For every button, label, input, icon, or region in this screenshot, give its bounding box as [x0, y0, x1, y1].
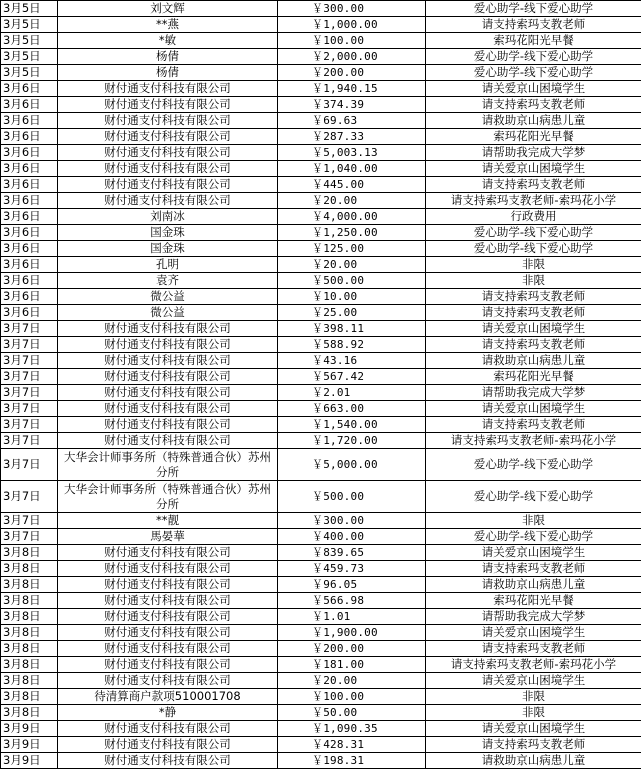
amount-cell: ￥43.16 — [278, 353, 426, 369]
date-cell: 3月8日 — [1, 577, 58, 593]
donor-cell: 财付通支付科技有限公司 — [58, 321, 278, 337]
table-row — [1, 721, 641, 737]
donor-cell: 馬晏華 — [58, 529, 278, 545]
date-cell: 3月9日 — [1, 753, 58, 769]
table-row — [1, 481, 641, 513]
amount-cell: ￥20.00 — [278, 193, 426, 209]
table-row — [1, 129, 641, 145]
table-row — [1, 113, 641, 129]
purpose-cell: 非限 — [426, 273, 641, 289]
table-row — [1, 529, 641, 545]
amount-cell: ￥287.33 — [278, 129, 426, 145]
donor-cell: 财付通支付科技有限公司 — [58, 641, 278, 657]
table-row — [1, 177, 641, 193]
date-cell: 3月6日 — [1, 97, 58, 113]
amount-cell: ￥567.42 — [278, 369, 426, 385]
purpose-cell: 请救助京山病患儿童 — [426, 753, 641, 769]
donor-cell: 财付通支付科技有限公司 — [58, 577, 278, 593]
table-row — [1, 337, 641, 353]
amount-cell: ￥1,940.15 — [278, 81, 426, 97]
table-row — [1, 561, 641, 577]
donor-cell: 财付通支付科技有限公司 — [58, 593, 278, 609]
purpose-cell: 请关爱京山困境学生 — [426, 625, 641, 641]
date-cell: 3月8日 — [1, 641, 58, 657]
purpose-cell: 请救助京山病患儿童 — [426, 353, 641, 369]
donor-cell: 刘文辉 — [58, 1, 278, 17]
table-row — [1, 145, 641, 161]
date-cell: 3月7日 — [1, 481, 58, 513]
date-cell: 3月7日 — [1, 417, 58, 433]
purpose-cell: 索玛花阳光早餐 — [426, 33, 641, 49]
purpose-cell: 请关爱京山困境学生 — [426, 721, 641, 737]
donor-cell: 财付通支付科技有限公司 — [58, 561, 278, 577]
purpose-cell: 爱心助学-线下爱心助学 — [426, 1, 641, 17]
amount-cell: ￥20.00 — [278, 257, 426, 273]
date-cell: 3月8日 — [1, 561, 58, 577]
purpose-cell: 索玛花阳光早餐 — [426, 369, 641, 385]
amount-cell: ￥69.63 — [278, 113, 426, 129]
donor-cell: 孔明 — [58, 257, 278, 273]
amount-cell: ￥25.00 — [278, 305, 426, 321]
table-row — [1, 65, 641, 81]
table-row — [1, 625, 641, 641]
amount-cell: ￥5,003.13 — [278, 145, 426, 161]
table-row — [1, 609, 641, 625]
date-cell: 3月8日 — [1, 593, 58, 609]
table-row — [1, 17, 641, 33]
table-row — [1, 273, 641, 289]
table-row — [1, 577, 641, 593]
purpose-cell: 请关爱京山困境学生 — [426, 673, 641, 689]
purpose-cell: 请关爱京山困境学生 — [426, 161, 641, 177]
amount-cell: ￥96.05 — [278, 577, 426, 593]
amount-cell: ￥2,000.00 — [278, 49, 426, 65]
purpose-cell: 索玛花阳光早餐 — [426, 593, 641, 609]
amount-cell: ￥839.65 — [278, 545, 426, 561]
amount-cell: ￥300.00 — [278, 1, 426, 17]
table-row — [1, 353, 641, 369]
amount-cell: ￥5,000.00 — [278, 449, 426, 481]
table-row — [1, 33, 641, 49]
donor-cell: 财付通支付科技有限公司 — [58, 97, 278, 113]
donor-cell: 杨倩 — [58, 49, 278, 65]
amount-cell: ￥10.00 — [278, 289, 426, 305]
table-row — [1, 689, 641, 705]
amount-cell: ￥1,090.35 — [278, 721, 426, 737]
donor-cell: 财付通支付科技有限公司 — [58, 673, 278, 689]
amount-cell: ￥1,540.00 — [278, 417, 426, 433]
amount-cell: ￥20.00 — [278, 673, 426, 689]
purpose-cell: 爱心助学-线下爱心助学 — [426, 225, 641, 241]
donor-cell: **燕 — [58, 17, 278, 33]
amount-cell: ￥300.00 — [278, 513, 426, 529]
date-cell: 3月6日 — [1, 129, 58, 145]
table-row — [1, 97, 641, 113]
date-cell: 3月5日 — [1, 17, 58, 33]
amount-cell: ￥50.00 — [278, 705, 426, 721]
table-row — [1, 593, 641, 609]
donor-cell: 财付通支付科技有限公司 — [58, 113, 278, 129]
table-row — [1, 81, 641, 97]
amount-cell: ￥200.00 — [278, 641, 426, 657]
table-row — [1, 401, 641, 417]
donor-cell: 财付通支付科技有限公司 — [58, 737, 278, 753]
donor-cell: 袁齐 — [58, 273, 278, 289]
purpose-cell: 请关爱京山困境学生 — [426, 81, 641, 97]
amount-cell: ￥374.39 — [278, 97, 426, 113]
table-row — [1, 241, 641, 257]
table-row — [1, 705, 641, 721]
date-cell: 3月7日 — [1, 353, 58, 369]
purpose-cell: 请帮助我完成大学梦 — [426, 609, 641, 625]
amount-cell: ￥500.00 — [278, 273, 426, 289]
purpose-cell: 请关爱京山困境学生 — [426, 545, 641, 561]
date-cell: 3月6日 — [1, 81, 58, 97]
purpose-cell: 请支持索玛支教老师 — [426, 17, 641, 33]
table-row — [1, 417, 641, 433]
donor-cell: 财付通支付科技有限公司 — [58, 353, 278, 369]
amount-cell: ￥200.00 — [278, 65, 426, 81]
donor-cell: 财付通支付科技有限公司 — [58, 433, 278, 449]
donor-cell: 财付通支付科技有限公司 — [58, 401, 278, 417]
date-cell: 3月6日 — [1, 289, 58, 305]
donor-cell: 杨倩 — [58, 65, 278, 81]
donor-cell: *敏 — [58, 33, 278, 49]
purpose-cell: 索玛花阳光早餐 — [426, 129, 641, 145]
date-cell: 3月7日 — [1, 529, 58, 545]
purpose-cell: 请支持索玛支教老师 — [426, 561, 641, 577]
table-row — [1, 225, 641, 241]
purpose-cell: 请支持索玛支教老师 — [426, 417, 641, 433]
amount-cell: ￥1,040.00 — [278, 161, 426, 177]
date-cell: 3月5日 — [1, 33, 58, 49]
purpose-cell: 爱心助学-线下爱心助学 — [426, 481, 641, 513]
table-row — [1, 737, 641, 753]
donor-cell: 财付通支付科技有限公司 — [58, 609, 278, 625]
donor-cell: 财付通支付科技有限公司 — [58, 145, 278, 161]
purpose-cell: 行政费用 — [426, 209, 641, 225]
purpose-cell: 请帮助我完成大学梦 — [426, 385, 641, 401]
date-cell: 3月5日 — [1, 65, 58, 81]
donor-cell: 财付通支付科技有限公司 — [58, 417, 278, 433]
donor-cell: 待清算商户款项510001708 — [58, 689, 278, 705]
purpose-cell: 请支持索玛支教老师 — [426, 337, 641, 353]
table-row — [1, 209, 641, 225]
donor-cell: 大华会计师事务所（特殊普通合伙）苏州分所 — [58, 449, 278, 481]
date-cell: 3月7日 — [1, 337, 58, 353]
table-row — [1, 385, 641, 401]
table-row — [1, 673, 641, 689]
donor-cell: 国金珠 — [58, 241, 278, 257]
amount-cell: ￥2.01 — [278, 385, 426, 401]
date-cell: 3月8日 — [1, 657, 58, 673]
donor-cell: 财付通支付科技有限公司 — [58, 753, 278, 769]
purpose-cell: 请支持索玛支教老师 — [426, 289, 641, 305]
purpose-cell: 请支持索玛支教老师-索玛花小学 — [426, 433, 641, 449]
amount-cell: ￥445.00 — [278, 177, 426, 193]
donor-cell: 微公益 — [58, 289, 278, 305]
date-cell: 3月6日 — [1, 257, 58, 273]
purpose-cell: 爱心助学-线下爱心助学 — [426, 65, 641, 81]
amount-cell: ￥1,900.00 — [278, 625, 426, 641]
amount-cell: ￥181.00 — [278, 657, 426, 673]
donor-cell: 财付通支付科技有限公司 — [58, 721, 278, 737]
date-cell: 3月6日 — [1, 145, 58, 161]
date-cell: 3月8日 — [1, 545, 58, 561]
date-cell: 3月8日 — [1, 705, 58, 721]
donor-cell: 大华会计师事务所（特殊普通合伙）苏州分所 — [58, 481, 278, 513]
purpose-cell: 非限 — [426, 257, 641, 273]
date-cell: 3月8日 — [1, 673, 58, 689]
ledger-body — [1, 1, 641, 769]
table-row — [1, 161, 641, 177]
table-row — [1, 193, 641, 209]
date-cell: 3月6日 — [1, 241, 58, 257]
table-row — [1, 305, 641, 321]
amount-cell: ￥588.92 — [278, 337, 426, 353]
purpose-cell: 爱心助学-线下爱心助学 — [426, 529, 641, 545]
date-cell: 3月6日 — [1, 193, 58, 209]
date-cell: 3月6日 — [1, 225, 58, 241]
amount-cell: ￥1,250.00 — [278, 225, 426, 241]
table-row — [1, 321, 641, 337]
amount-cell: ￥500.00 — [278, 481, 426, 513]
purpose-cell: 请关爱京山困境学生 — [426, 401, 641, 417]
amount-cell: ￥566.98 — [278, 593, 426, 609]
table-row — [1, 657, 641, 673]
purpose-cell: 请支持索玛支教老师 — [426, 641, 641, 657]
purpose-cell: 爱心助学-线下爱心助学 — [426, 241, 641, 257]
purpose-cell: 请帮助我完成大学梦 — [426, 145, 641, 161]
date-cell: 3月7日 — [1, 433, 58, 449]
table-row — [1, 49, 641, 65]
table-row — [1, 257, 641, 273]
donor-cell: **靓 — [58, 513, 278, 529]
date-cell: 3月7日 — [1, 513, 58, 529]
table-row — [1, 449, 641, 481]
donor-cell: 刘南冰 — [58, 209, 278, 225]
date-cell: 3月7日 — [1, 401, 58, 417]
date-cell: 3月6日 — [1, 273, 58, 289]
amount-cell: ￥198.31 — [278, 753, 426, 769]
date-cell: 3月6日 — [1, 113, 58, 129]
donor-cell: 财付通支付科技有限公司 — [58, 385, 278, 401]
purpose-cell: 爱心助学-线下爱心助学 — [426, 449, 641, 481]
purpose-cell: 非限 — [426, 705, 641, 721]
table-row — [1, 513, 641, 529]
donor-cell: 财付通支付科技有限公司 — [58, 161, 278, 177]
amount-cell: ￥428.31 — [278, 737, 426, 753]
purpose-cell: 请支持索玛支教老师 — [426, 177, 641, 193]
amount-cell: ￥1,720.00 — [278, 433, 426, 449]
table-row — [1, 1, 641, 17]
donor-cell: 财付通支付科技有限公司 — [58, 129, 278, 145]
amount-cell: ￥459.73 — [278, 561, 426, 577]
date-cell: 3月5日 — [1, 49, 58, 65]
date-cell: 3月6日 — [1, 177, 58, 193]
date-cell: 3月8日 — [1, 689, 58, 705]
amount-cell: ￥1,000.00 — [278, 17, 426, 33]
purpose-cell: 爱心助学-线下爱心助学 — [426, 49, 641, 65]
purpose-cell: 请关爱京山困境学生 — [426, 321, 641, 337]
purpose-cell: 请支持索玛支教老师 — [426, 97, 641, 113]
amount-cell: ￥1.01 — [278, 609, 426, 625]
donor-cell: 财付通支付科技有限公司 — [58, 193, 278, 209]
table-row — [1, 753, 641, 769]
donor-cell: 财付通支付科技有限公司 — [58, 545, 278, 561]
purpose-cell: 请救助京山病患儿童 — [426, 113, 641, 129]
amount-cell: ￥398.11 — [278, 321, 426, 337]
date-cell: 3月8日 — [1, 609, 58, 625]
donor-cell: 财付通支付科技有限公司 — [58, 177, 278, 193]
amount-cell: ￥125.00 — [278, 241, 426, 257]
amount-cell: ￥663.00 — [278, 401, 426, 417]
table-row — [1, 433, 641, 449]
table-row — [1, 641, 641, 657]
donor-cell: *静 — [58, 705, 278, 721]
date-cell: 3月8日 — [1, 625, 58, 641]
date-cell: 3月7日 — [1, 369, 58, 385]
date-cell: 3月7日 — [1, 321, 58, 337]
amount-cell: ￥400.00 — [278, 529, 426, 545]
donor-cell: 财付通支付科技有限公司 — [58, 81, 278, 97]
purpose-cell: 非限 — [426, 513, 641, 529]
donor-cell: 微公益 — [58, 305, 278, 321]
amount-cell: ￥4,000.00 — [278, 209, 426, 225]
donor-cell: 财付通支付科技有限公司 — [58, 369, 278, 385]
date-cell: 3月6日 — [1, 161, 58, 177]
purpose-cell: 请支持索玛支教老师 — [426, 305, 641, 321]
purpose-cell: 请支持索玛支教老师-索玛花小学 — [426, 193, 641, 209]
purpose-cell: 请支持索玛支教老师-索玛花小学 — [426, 657, 641, 673]
date-cell: 3月7日 — [1, 385, 58, 401]
date-cell: 3月7日 — [1, 449, 58, 481]
date-cell: 3月6日 — [1, 209, 58, 225]
donor-cell: 国金珠 — [58, 225, 278, 241]
date-cell: 3月5日 — [1, 1, 58, 17]
table-row — [1, 545, 641, 561]
purpose-cell: 请支持索玛支教老师 — [426, 737, 641, 753]
amount-cell: ￥100.00 — [278, 33, 426, 49]
table-row — [1, 369, 641, 385]
amount-cell: ￥100.00 — [278, 689, 426, 705]
purpose-cell: 请救助京山病患儿童 — [426, 577, 641, 593]
donor-cell: 财付通支付科技有限公司 — [58, 337, 278, 353]
purpose-cell: 非限 — [426, 689, 641, 705]
date-cell: 3月9日 — [1, 721, 58, 737]
donor-cell: 财付通支付科技有限公司 — [58, 657, 278, 673]
date-cell: 3月6日 — [1, 305, 58, 321]
table-row — [1, 289, 641, 305]
donor-cell: 财付通支付科技有限公司 — [58, 625, 278, 641]
date-cell: 3月9日 — [1, 737, 58, 753]
